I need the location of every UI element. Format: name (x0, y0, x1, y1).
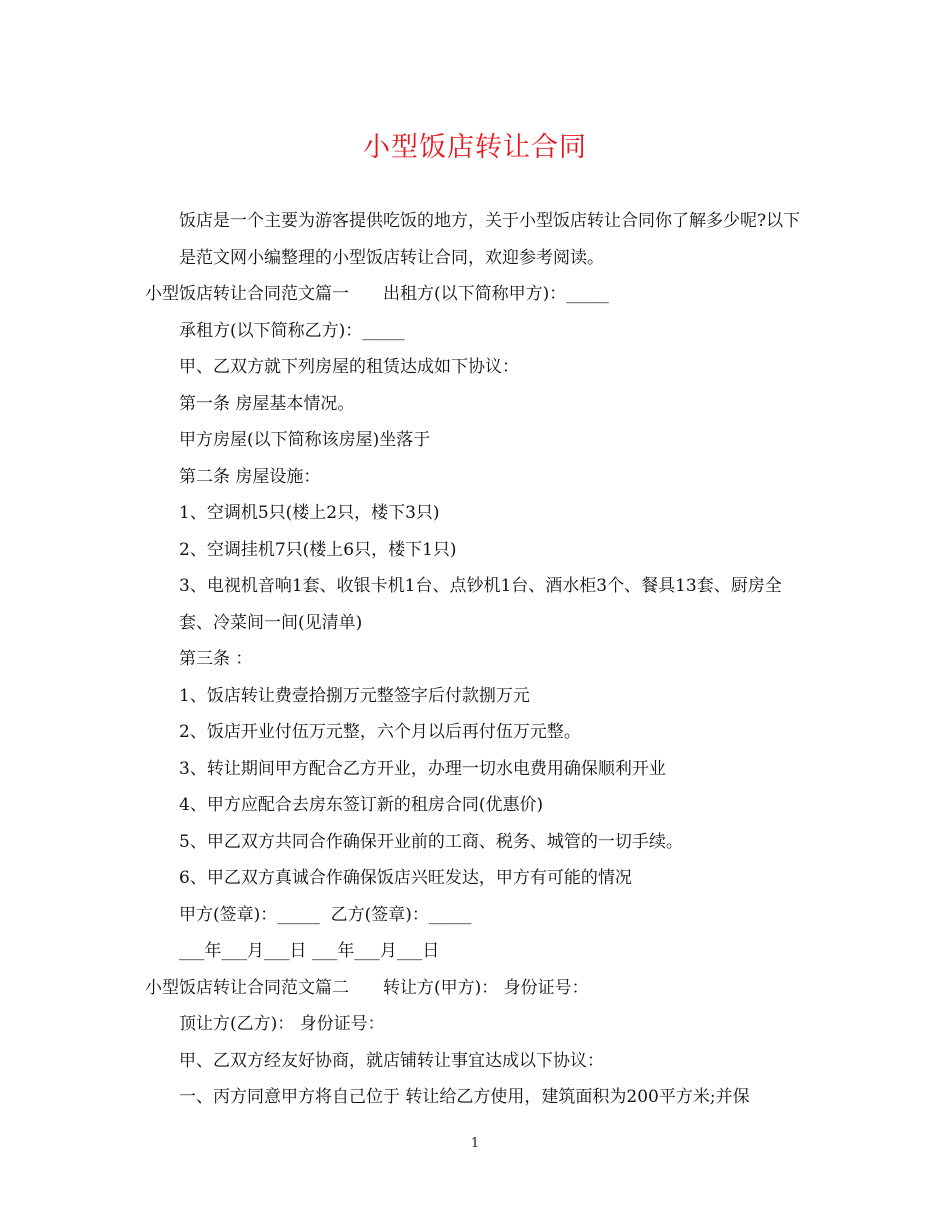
clause-1: 一、丙方同意甲方将自己位于 转让给乙方使用，建筑面积为200平方米;并保 (179, 1087, 750, 1107)
term-3: 3、转让期间甲方配合乙方开业，办理一切水电费用确保顺利开业 (179, 758, 666, 779)
agreement-line: 甲、乙双方就下列房屋的租赁达成如下协议： (179, 357, 519, 377)
article2-heading: 第二条 房屋设施： (179, 466, 321, 487)
term-6: 6、甲乙双方真诚合作确保饭店兴旺发达，甲方有可能的情况 (179, 868, 632, 888)
facility-item-3: 3、电视机音响1套、收银卡机1台、点钞机1台、酒水柜3个、餐具13套、厨房全套、冷菜间一间(见清单) (179, 576, 782, 633)
location-line: 甲方房屋(以下简称该房屋)坐落于 (179, 430, 431, 450)
term-2: 2、饭店开业付伍万元整，六个月以后再付伍万元整。 (179, 722, 581, 742)
lessor-line: 出租方(以下简称甲方)：_____ (383, 284, 609, 304)
section2-heading: 小型饭店转让合同范文篇二 (145, 977, 349, 998)
section1-heading: 小型饭店转让合同范文篇一 (145, 284, 349, 304)
section2-heading-line (145, 970, 810, 1007)
page-number: 1 (470, 1136, 480, 1151)
article1-heading: 第一条 房屋基本情况。 (179, 393, 355, 414)
signature-line: 甲方(签章)：_____ 乙方(签章)：_____ (179, 904, 472, 925)
term-1: 1、饭店转让费壹拾捌万元整签字后付款捌万元 (179, 685, 530, 706)
section1-heading-line (145, 276, 810, 313)
document-title: 小型饭店转让合同 (363, 132, 587, 163)
intro-paragraph: 饭店是一个主要为游客提供吃饭的地方，关于小型饭店转让合同你了解多少呢?以下是范文网小编整理的小型饭店转让合同，欢迎参考阅读。 (179, 211, 801, 268)
transferee-line: 顶让方(乙方)： 身份证号： (179, 1014, 385, 1034)
document-body (145, 203, 810, 1116)
facility-item-2: 2、空调挂机7只(楼上6只，楼下1只) (179, 539, 457, 560)
agreement2-line: 甲、乙双方经友好协商，就店铺转让事宜达成以下协议： (179, 1050, 604, 1071)
lessee-line: 承租方(以下简称乙方)：_____ (179, 320, 405, 341)
transferor-line: 转让方(甲方)： 身份证号： (383, 977, 589, 998)
term-5: 5、甲乙双方共同合作确保开业前的工商、税务、城管的一切手续。 (179, 831, 683, 852)
term-4: 4、甲方应配合去房东签订新的租房合同(优惠价) (179, 795, 544, 815)
facility-item-1: 1、空调机5只(楼上2只，楼下3只) (179, 503, 440, 523)
article3-heading: 第三条 ： (179, 649, 253, 669)
date-line: ___年___月___日 ___年___月___日 (179, 941, 440, 961)
